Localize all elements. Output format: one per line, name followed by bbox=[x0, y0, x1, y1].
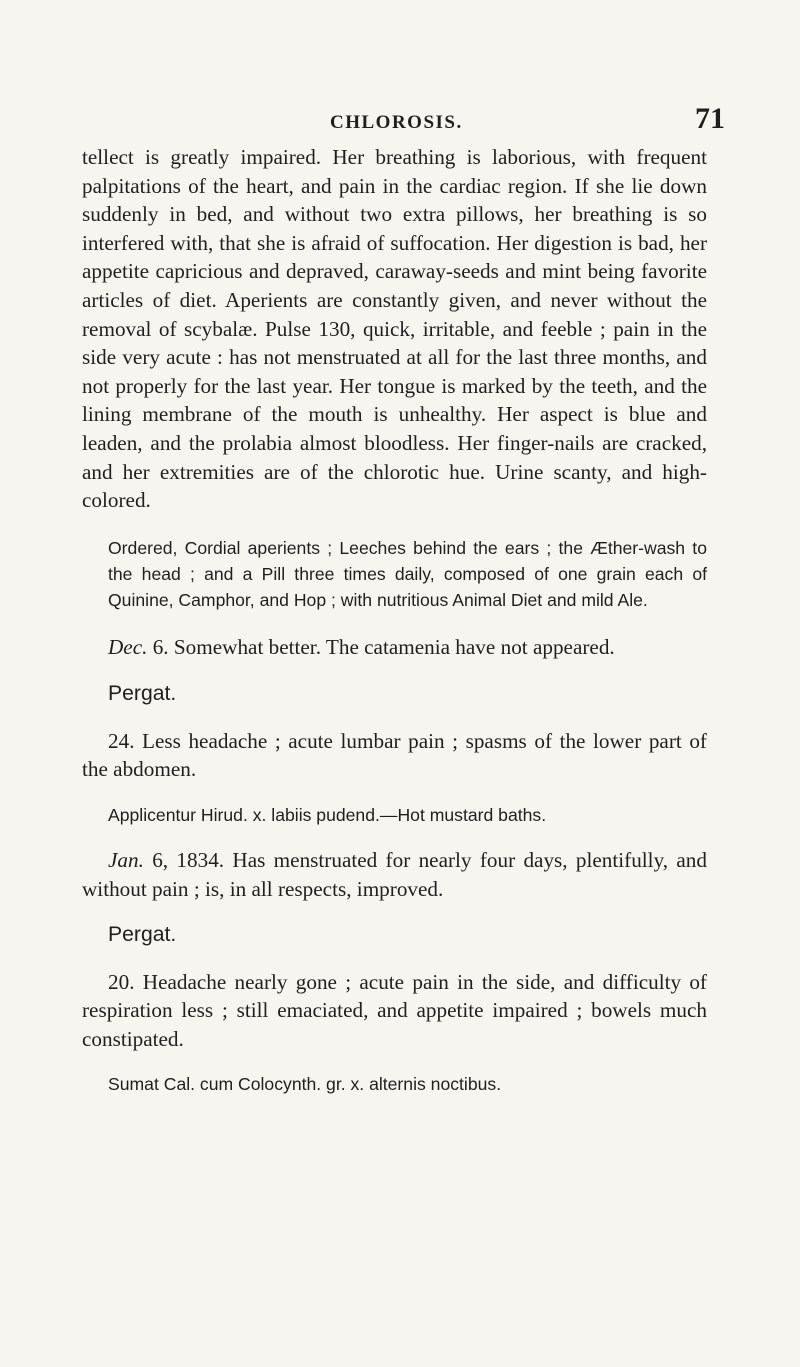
running-title: CHLOROSIS. bbox=[330, 112, 463, 133]
entry-date: Jan. bbox=[108, 847, 144, 872]
prescription-pergat-2: Pergat. bbox=[108, 923, 177, 947]
entry-text: 6, 1834. Has menstruated for nearly four days, plentifully, and without pain ; is, in all respects, improved. bbox=[82, 847, 707, 901]
entry-dec-6 bbox=[82, 633, 707, 662]
entry-24: 24. Less headache ; acute lumbar pain ; spasms of the lower part of the abdomen. bbox=[82, 728, 707, 782]
prescription-sumat: Sumat Cal. cum Colocynth. gr. x. alternis noctibus. bbox=[108, 1074, 502, 1095]
entry-text: 6. Somewhat better. The catamenia have not appeared. bbox=[147, 635, 615, 660]
prescription-pergat-1: Pergat. bbox=[108, 681, 177, 705]
page-number: 71 bbox=[695, 102, 725, 135]
entry-date: Dec. bbox=[108, 635, 148, 660]
prescription-ordered: Ordered, Cordial aperients ; Leeches behind the ears ; the Æther-wash to the head ; and a Pill three times daily, composed of one grain each of Quinine, Camphor, and Hop ; with nutritious Animal Diet and mild Ale. bbox=[108, 537, 707, 611]
prescription-hirud: Applicentur Hirud. x. labiis pudend.—Hot mustard baths. bbox=[108, 804, 547, 825]
running-head bbox=[0, 98, 800, 138]
page-body bbox=[82, 143, 707, 1098]
entry-20: 20. Headache nearly gone ; acute pain in the side, and difficulty of respiration less ; still emaciated, and appetite impaired ; bowels much constipated. bbox=[82, 969, 707, 1051]
case-narrative-paragraph: tellect is greatly impaired. Her breathing is laborious, with frequent palpitations of the heart, and pain in the cardiac region. If she lie down suddenly in bed, and without two extra pillows, her breathing is so interfered with, that she is afraid of suffocation. Her digestion is bad, her appetite capricious and depraved, caraway-seeds and mint being favorite articles of diet. Aperients are constantly given, and never without the removal of scybalæ. Pulse 130, quick, irritable, and feeble ; pain in the side very acute : has not menstruated at all for the last three months, and not properly for the last year. Her tongue is marked by the teeth, and the lining membrane of the mouth is unhealthy. Her aspect is blue and leaden, and the prolabia almost bloodless. Her finger-nails are cracked, and her extremities are of the chlorotic hue. Urine scanty, and high-colored. bbox=[82, 145, 707, 513]
entry-jan-6 bbox=[82, 846, 707, 903]
